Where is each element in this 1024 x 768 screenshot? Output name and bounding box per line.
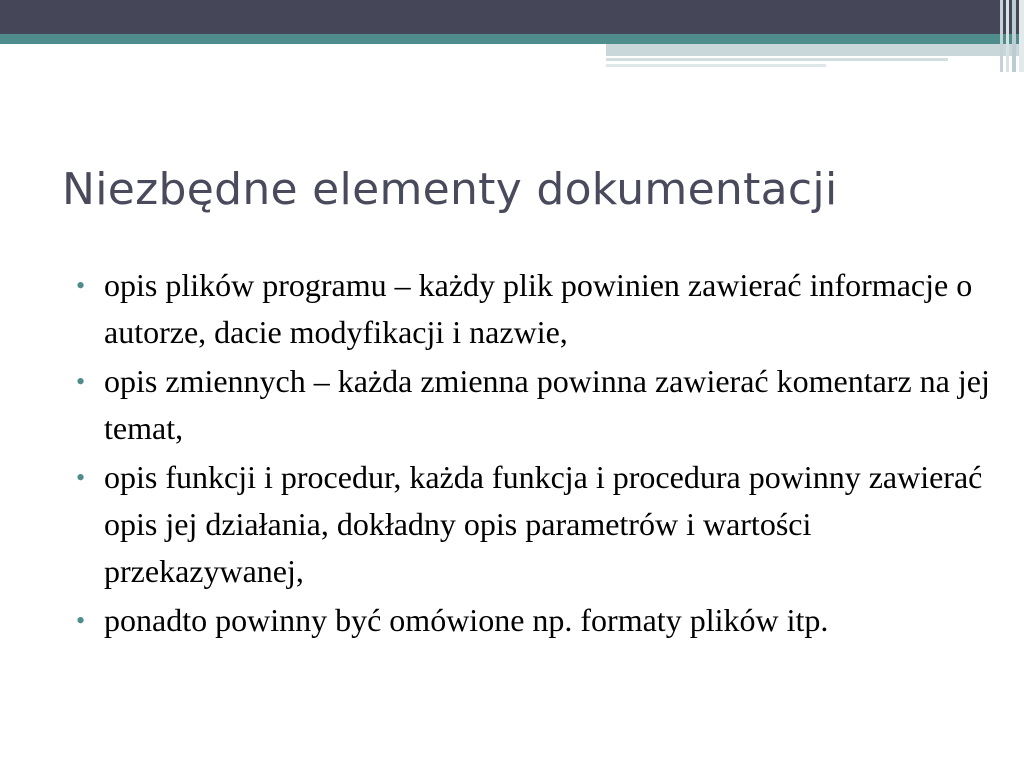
bullet-text: opis zmiennych – każda zmienna powinna zawierać komentarz na jej temat,: [104, 363, 990, 446]
bullet-text: opis plików programu – każdy plik powinien zawierać informacje o autorze, dacie modyfikacji i nazwie,: [104, 267, 973, 350]
header-banner-gap: [0, 44, 606, 50]
banner-stripe: [1012, 0, 1016, 72]
bullet-dot-icon: •: [76, 271, 86, 300]
bullet-dot-icon: •: [76, 463, 86, 492]
header-banner-teal: [0, 34, 1024, 44]
banner-stripe: [1006, 0, 1009, 72]
bullet-dot-icon: •: [76, 367, 86, 396]
header-banner-dark: [0, 0, 1024, 34]
header-banner-line: [606, 58, 948, 61]
bullet-item: [76, 358, 996, 452]
bullet-text: opis funkcji i procedur, każda funkcja i procedura powinny zawierać opis jej działania, dokładny opis parametrów i wartości przekazywanej,: [104, 459, 983, 589]
banner-stripe: [1019, 0, 1024, 72]
header-banner-line: [606, 64, 826, 67]
bullet-list: [76, 262, 996, 646]
bullet-item: [76, 454, 996, 595]
bullet-item: [76, 262, 996, 356]
bullet-dot-icon: •: [76, 606, 86, 635]
bullet-text: ponadto powinny być omówione np. formaty plików itp.: [104, 602, 829, 638]
banner-stripe: [1000, 0, 1003, 72]
bullet-item: [76, 597, 996, 644]
slide-title: Niezbędne elementy dokumentacji: [62, 164, 838, 215]
header-banner-stripes: [994, 0, 1024, 72]
header-banner-right-block: [606, 44, 1024, 56]
